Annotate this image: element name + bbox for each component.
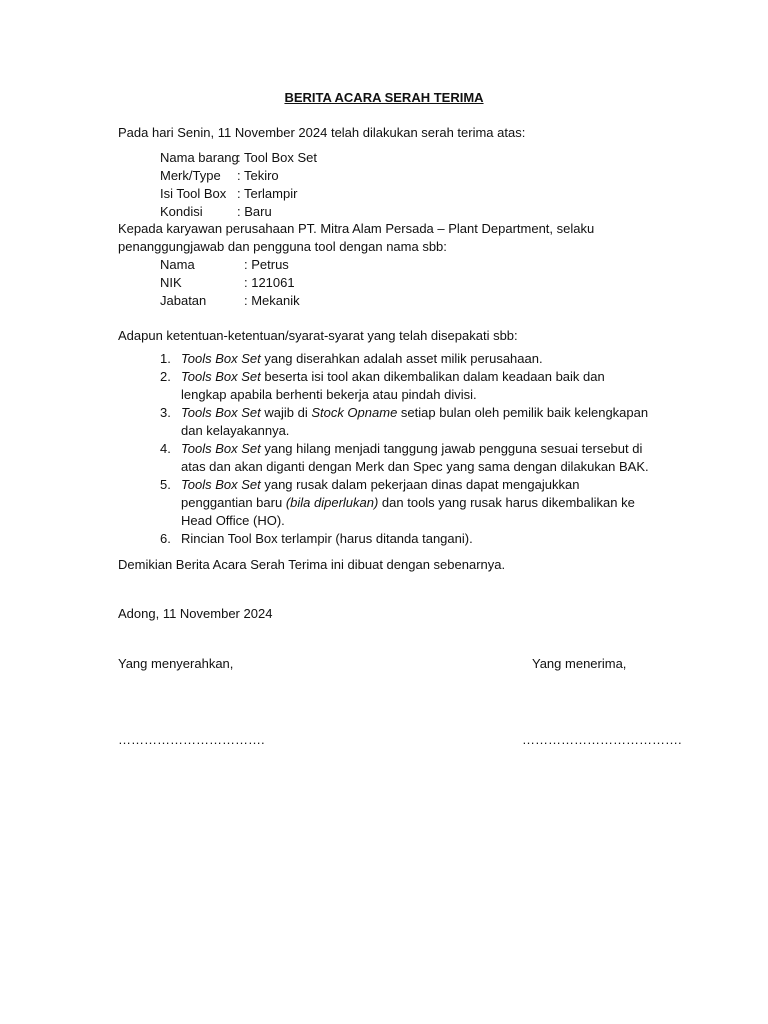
term-line xyxy=(181,368,650,386)
item-detail-value: : Terlampir xyxy=(237,186,298,201)
term-emphasis: Tools Box Set xyxy=(181,351,261,366)
item-detail-label: Isi Tool Box xyxy=(160,186,227,201)
item-detail-value: : Baru xyxy=(237,204,272,219)
term-line xyxy=(181,350,650,368)
term-line xyxy=(181,512,650,530)
term-item xyxy=(160,350,650,368)
opening-statement: Pada hari Senin, 11 November 2024 telah dilakukan serah terima atas: xyxy=(118,125,526,140)
item-detail-row xyxy=(160,185,560,203)
term-item xyxy=(160,476,650,530)
item-detail-value: : Tekiro xyxy=(237,168,279,183)
place-date: Adong, 11 November 2024 xyxy=(118,606,273,621)
term-text: yang diserahkan adalah asset milik perusahaan. xyxy=(260,351,543,366)
term-number: 6. xyxy=(160,531,171,546)
term-line xyxy=(181,530,650,548)
term-emphasis: Tools Box Set xyxy=(181,405,261,420)
term-emphasis: Tools Box Set xyxy=(181,369,261,384)
recipient-intro-line-2: penanggungjawab dan pengguna tool dengan nama sbb: xyxy=(118,239,447,254)
term-number: 4. xyxy=(160,441,171,456)
term-line xyxy=(181,494,650,512)
item-detail-label: Merk/Type xyxy=(160,168,221,183)
giver-signature-line: ……………………………. xyxy=(118,732,265,747)
term-line xyxy=(181,476,650,494)
recipient-detail-label: Nama xyxy=(160,257,195,272)
term-emphasis: (bila diperlukan) xyxy=(285,495,379,510)
term-text: lengkap apabila berhenti bekerja atau pindah divisi. xyxy=(181,387,477,402)
recipient-detail-value: : Petrus xyxy=(244,257,289,272)
receiver-label: Yang menerima, xyxy=(532,656,627,671)
terms-intro: Adapun ketentuan-ketentuan/syarat-syarat yang telah disepakati sbb: xyxy=(118,328,518,343)
term-text: setiap bulan oleh pemilik baik kelengkapan xyxy=(397,405,649,420)
term-text: dan kelayakannya. xyxy=(181,423,290,438)
terms-list xyxy=(160,350,650,548)
item-detail-row xyxy=(160,203,560,221)
recipient-detail-label: NIK xyxy=(160,275,182,290)
term-number: 3. xyxy=(160,405,171,420)
term-emphasis: Stock Opname xyxy=(311,405,398,420)
term-line xyxy=(181,440,650,458)
document-title: BERITA ACARA SERAH TERIMA xyxy=(284,90,484,105)
term-line xyxy=(181,404,650,422)
item-detail-row xyxy=(160,167,560,185)
term-number: 2. xyxy=(160,369,171,384)
term-item xyxy=(160,530,650,548)
item-detail-label: Kondisi xyxy=(160,204,203,219)
recipient-intro-line-1: Kepada karyawan perusahaan PT. Mitra Alam Persada – Plant Department, selaku xyxy=(118,221,595,236)
term-number: 5. xyxy=(160,477,171,492)
term-line xyxy=(181,386,650,404)
recipient-detail-value: : 121061 xyxy=(244,275,295,290)
term-emphasis: Tools Box Set xyxy=(181,477,261,492)
term-text: wajib di xyxy=(260,405,312,420)
term-item xyxy=(160,404,650,440)
recipient-detail-value: : Mekanik xyxy=(244,293,300,308)
term-text: beserta isi tool akan dikembalikan dalam keadaan baik dan xyxy=(260,369,605,384)
term-line xyxy=(181,422,650,440)
term-text: atas dan akan diganti dengan Merk dan Spec yang sama dengan dilakukan BAK. xyxy=(181,459,649,474)
term-text: yang rusak dalam pekerjaan dinas dapat mengajukkan xyxy=(260,477,580,492)
item-detail-label: Nama barang xyxy=(160,150,239,165)
term-text: Rincian Tool Box terlampir (harus ditanda tangani). xyxy=(181,531,473,546)
term-number: 1. xyxy=(160,351,171,366)
item-detail-value: : Tool Box Set xyxy=(237,150,317,165)
term-item xyxy=(160,440,650,476)
term-text: penggantian baru xyxy=(181,495,286,510)
item-detail-row xyxy=(160,149,560,167)
recipient-detail-label: Jabatan xyxy=(160,293,207,308)
closing-statement: Demikian Berita Acara Serah Terima ini dibuat dengan sebenarnya. xyxy=(118,557,506,572)
recipient-detail-row xyxy=(160,274,560,292)
term-line xyxy=(181,458,650,476)
term-text: yang hilang menjadi tanggung jawab pengguna sesuai tersebut di xyxy=(260,441,643,456)
term-emphasis: Tools Box Set xyxy=(181,441,261,456)
recipient-detail-row xyxy=(160,292,560,310)
term-text: Head Office (HO). xyxy=(181,513,285,528)
recipient-detail-row xyxy=(160,256,560,274)
term-item xyxy=(160,368,650,404)
term-text: dan tools yang rusak harus dikembalikan ke xyxy=(378,495,635,510)
giver-label: Yang menyerahkan, xyxy=(118,656,234,671)
receiver-signature-line: ………………………………. xyxy=(522,732,682,747)
